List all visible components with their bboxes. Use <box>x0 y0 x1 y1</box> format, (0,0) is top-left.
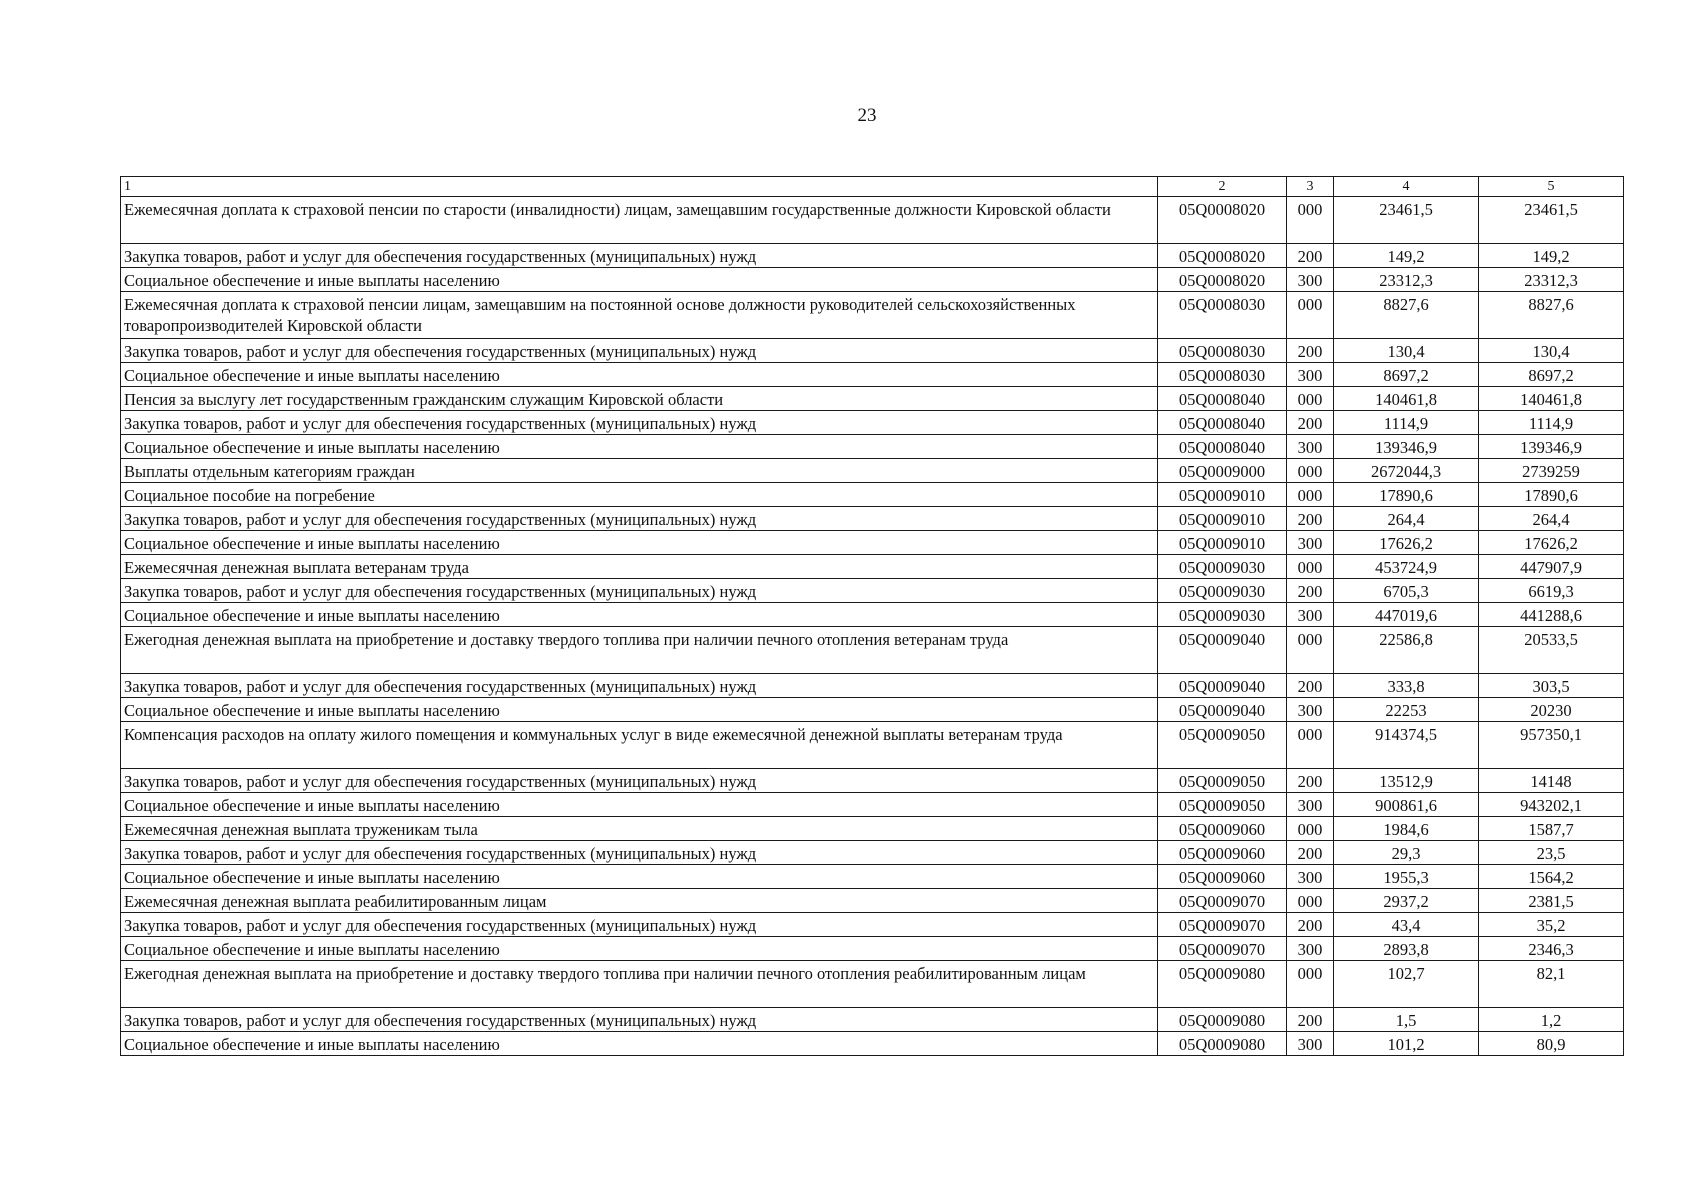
row-type-cell: 000 <box>1287 555 1334 579</box>
row-name-cell: Ежемесячная денежная выплата труженикам тыла <box>121 817 1158 841</box>
table-row <box>121 889 1624 913</box>
row-name-cell: Закупка товаров, работ и услуг для обеспечения государственных (муниципальных) нужд <box>121 339 1158 363</box>
header-col-4: 4 <box>1334 177 1479 197</box>
row-value-4-cell: 140461,8 <box>1334 387 1479 411</box>
row-value-5-cell: 80,9 <box>1479 1032 1624 1056</box>
row-name-cell: Социальное обеспечение и иные выплаты населению <box>121 603 1158 627</box>
row-value-4-cell: 13512,9 <box>1334 769 1479 793</box>
row-name-cell: Компенсация расходов на оплату жилого помещения и коммунальных услуг в виде ежемесячной денежной выплаты ветеранам труда <box>121 722 1158 769</box>
row-name-cell: Социальное обеспечение и иные выплаты населению <box>121 268 1158 292</box>
row-type-cell: 000 <box>1287 292 1334 339</box>
row-name-cell: Ежемесячная денежная выплата ветеранам труда <box>121 555 1158 579</box>
row-value-4-cell: 139346,9 <box>1334 435 1479 459</box>
row-name-cell: Социальное обеспечение и иные выплаты населению <box>121 531 1158 555</box>
row-code-cell: 05Q0009030 <box>1158 555 1287 579</box>
row-code-cell: 05Q0009060 <box>1158 817 1287 841</box>
row-value-4-cell: 900861,6 <box>1334 793 1479 817</box>
row-code-cell: 05Q0008040 <box>1158 435 1287 459</box>
row-code-cell: 05Q0008030 <box>1158 363 1287 387</box>
header-col-2: 2 <box>1158 177 1287 197</box>
row-name-cell: Социальное обеспечение и иные выплаты населению <box>121 793 1158 817</box>
row-name-cell: Пенсия за выслугу лет государственным гражданским служащим Кировской области <box>121 387 1158 411</box>
row-code-cell: 05Q0009040 <box>1158 674 1287 698</box>
row-name-cell: Социальное пособие на погребение <box>121 483 1158 507</box>
row-type-cell: 200 <box>1287 411 1334 435</box>
row-name-cell: Закупка товаров, работ и услуг для обеспечения государственных (муниципальных) нужд <box>121 769 1158 793</box>
table-row <box>121 197 1624 244</box>
table-row <box>121 961 1624 1008</box>
row-value-5-cell: 943202,1 <box>1479 793 1624 817</box>
row-code-cell: 05Q0008020 <box>1158 268 1287 292</box>
row-type-cell: 000 <box>1287 722 1334 769</box>
table-row <box>121 244 1624 268</box>
row-name-cell: Ежемесячная денежная выплата реабилитированным лицам <box>121 889 1158 913</box>
table-row <box>121 1032 1624 1056</box>
row-code-cell: 05Q0009060 <box>1158 841 1287 865</box>
table-row <box>121 363 1624 387</box>
row-type-cell: 200 <box>1287 769 1334 793</box>
row-value-4-cell: 2937,2 <box>1334 889 1479 913</box>
table-row <box>121 937 1624 961</box>
row-value-5-cell: 23461,5 <box>1479 197 1624 244</box>
row-type-cell: 000 <box>1287 817 1334 841</box>
budget-table <box>120 176 1624 1056</box>
table-row <box>121 579 1624 603</box>
row-value-5-cell: 2739259 <box>1479 459 1624 483</box>
table-row <box>121 531 1624 555</box>
row-name-cell: Социальное обеспечение и иные выплаты населению <box>121 1032 1158 1056</box>
row-name-cell: Ежегодная денежная выплата на приобретение и доставку твердого топлива при наличии печного отопления ветеранам труда <box>121 627 1158 674</box>
row-code-cell: 05Q0009010 <box>1158 531 1287 555</box>
row-name-cell: Закупка товаров, работ и услуг для обеспечения государственных (муниципальных) нужд <box>121 841 1158 865</box>
row-type-cell: 200 <box>1287 507 1334 531</box>
table-row <box>121 722 1624 769</box>
row-name-cell: Закупка товаров, работ и услуг для обеспечения государственных (муниципальных) нужд <box>121 674 1158 698</box>
row-value-5-cell: 1587,7 <box>1479 817 1624 841</box>
table-row <box>121 841 1624 865</box>
row-code-cell: 05Q0009010 <box>1158 483 1287 507</box>
row-value-5-cell: 957350,1 <box>1479 722 1624 769</box>
row-code-cell: 05Q0009030 <box>1158 579 1287 603</box>
row-type-cell: 000 <box>1287 197 1334 244</box>
row-type-cell: 300 <box>1287 937 1334 961</box>
row-value-4-cell: 101,2 <box>1334 1032 1479 1056</box>
row-type-cell: 000 <box>1287 459 1334 483</box>
row-code-cell: 05Q0009070 <box>1158 937 1287 961</box>
row-type-cell: 200 <box>1287 579 1334 603</box>
row-value-5-cell: 23312,3 <box>1479 268 1624 292</box>
row-code-cell: 05Q0009040 <box>1158 698 1287 722</box>
row-type-cell: 300 <box>1287 698 1334 722</box>
row-value-4-cell: 130,4 <box>1334 339 1479 363</box>
row-type-cell: 200 <box>1287 913 1334 937</box>
row-code-cell: 05Q0009080 <box>1158 1032 1287 1056</box>
table-row <box>121 1008 1624 1032</box>
row-value-4-cell: 29,3 <box>1334 841 1479 865</box>
row-name-cell: Ежемесячная доплата к страховой пенсии по старости (инвалидности) лицам, замещавшим государственные должности Кировской области <box>121 197 1158 244</box>
table-row <box>121 411 1624 435</box>
row-name-cell: Закупка товаров, работ и услуг для обеспечения государственных (муниципальных) нужд <box>121 1008 1158 1032</box>
row-type-cell: 300 <box>1287 531 1334 555</box>
row-name-cell: Социальное обеспечение и иные выплаты населению <box>121 698 1158 722</box>
row-value-4-cell: 1114,9 <box>1334 411 1479 435</box>
row-code-cell: 05Q0008030 <box>1158 339 1287 363</box>
table-row <box>121 913 1624 937</box>
row-code-cell: 05Q0009060 <box>1158 865 1287 889</box>
row-type-cell: 000 <box>1287 387 1334 411</box>
row-type-cell: 200 <box>1287 841 1334 865</box>
row-name-cell: Ежегодная денежная выплата на приобретение и доставку твердого топлива при наличии печного отопления реабилитированным лицам <box>121 961 1158 1008</box>
row-code-cell: 05Q0009050 <box>1158 769 1287 793</box>
row-name-cell: Ежемесячная доплата к страховой пенсии лицам, замещавшим на постоянной основе должности руководителей сельскохозяйственных товаропроизводителей Кировской области <box>121 292 1158 339</box>
row-value-4-cell: 149,2 <box>1334 244 1479 268</box>
table-row <box>121 627 1624 674</box>
row-value-5-cell: 130,4 <box>1479 339 1624 363</box>
row-code-cell: 05Q0009070 <box>1158 913 1287 937</box>
row-value-5-cell: 6619,3 <box>1479 579 1624 603</box>
table-row <box>121 339 1624 363</box>
row-code-cell: 05Q0008040 <box>1158 387 1287 411</box>
table-row <box>121 817 1624 841</box>
row-value-4-cell: 17626,2 <box>1334 531 1479 555</box>
row-value-4-cell: 102,7 <box>1334 961 1479 1008</box>
row-value-5-cell: 447907,9 <box>1479 555 1624 579</box>
header-row <box>121 177 1624 197</box>
row-value-5-cell: 441288,6 <box>1479 603 1624 627</box>
row-value-5-cell: 2381,5 <box>1479 889 1624 913</box>
row-name-cell: Социальное обеспечение и иные выплаты населению <box>121 865 1158 889</box>
row-name-cell: Выплаты отдельным категориям граждан <box>121 459 1158 483</box>
table-row <box>121 603 1624 627</box>
row-value-5-cell: 139346,9 <box>1479 435 1624 459</box>
row-type-cell: 000 <box>1287 961 1334 1008</box>
row-code-cell: 05Q0009040 <box>1158 627 1287 674</box>
row-name-cell: Социальное обеспечение и иные выплаты населению <box>121 937 1158 961</box>
row-code-cell: 05Q0009050 <box>1158 722 1287 769</box>
row-value-5-cell: 20230 <box>1479 698 1624 722</box>
row-name-cell: Закупка товаров, работ и услуг для обеспечения государственных (муниципальных) нужд <box>121 244 1158 268</box>
row-code-cell: 05Q0009030 <box>1158 603 1287 627</box>
row-value-5-cell: 140461,8 <box>1479 387 1624 411</box>
table-row <box>121 793 1624 817</box>
row-value-5-cell: 303,5 <box>1479 674 1624 698</box>
row-value-4-cell: 2672044,3 <box>1334 459 1479 483</box>
row-value-5-cell: 14148 <box>1479 769 1624 793</box>
row-name-cell: Закупка товаров, работ и услуг для обеспечения государственных (муниципальных) нужд <box>121 579 1158 603</box>
row-code-cell: 05Q0008020 <box>1158 197 1287 244</box>
row-code-cell: 05Q0009070 <box>1158 889 1287 913</box>
row-value-5-cell: 17626,2 <box>1479 531 1624 555</box>
row-type-cell: 300 <box>1287 1032 1334 1056</box>
table-row <box>121 674 1624 698</box>
row-value-4-cell: 23312,3 <box>1334 268 1479 292</box>
row-type-cell: 300 <box>1287 865 1334 889</box>
table-row <box>121 865 1624 889</box>
row-name-cell: Закупка товаров, работ и услуг для обеспечения государственных (муниципальных) нужд <box>121 913 1158 937</box>
row-type-cell: 300 <box>1287 793 1334 817</box>
header-col-5: 5 <box>1479 177 1624 197</box>
row-name-cell: Закупка товаров, работ и услуг для обеспечения государственных (муниципальных) нужд <box>121 507 1158 531</box>
row-value-4-cell: 447019,6 <box>1334 603 1479 627</box>
row-code-cell: 05Q0008030 <box>1158 292 1287 339</box>
table-row <box>121 769 1624 793</box>
row-code-cell: 05Q0009080 <box>1158 1008 1287 1032</box>
header-col-3: 3 <box>1287 177 1334 197</box>
row-value-4-cell: 333,8 <box>1334 674 1479 698</box>
table-header <box>121 177 1624 197</box>
row-type-cell: 000 <box>1287 483 1334 507</box>
row-value-4-cell: 23461,5 <box>1334 197 1479 244</box>
row-value-4-cell: 8697,2 <box>1334 363 1479 387</box>
row-value-4-cell: 43,4 <box>1334 913 1479 937</box>
row-value-5-cell: 2346,3 <box>1479 937 1624 961</box>
row-value-4-cell: 8827,6 <box>1334 292 1479 339</box>
row-name-cell: Социальное обеспечение и иные выплаты населению <box>121 363 1158 387</box>
row-value-5-cell: 35,2 <box>1479 913 1624 937</box>
row-value-5-cell: 82,1 <box>1479 961 1624 1008</box>
row-type-cell: 200 <box>1287 674 1334 698</box>
row-value-4-cell: 22586,8 <box>1334 627 1479 674</box>
row-name-cell: Социальное обеспечение и иные выплаты населению <box>121 435 1158 459</box>
row-value-5-cell: 20533,5 <box>1479 627 1624 674</box>
table-row <box>121 483 1624 507</box>
row-type-cell: 200 <box>1287 1008 1334 1032</box>
row-type-cell: 300 <box>1287 603 1334 627</box>
row-value-5-cell: 8697,2 <box>1479 363 1624 387</box>
row-value-5-cell: 1,2 <box>1479 1008 1624 1032</box>
row-type-cell: 300 <box>1287 363 1334 387</box>
row-type-cell: 200 <box>1287 244 1334 268</box>
row-value-5-cell: 149,2 <box>1479 244 1624 268</box>
table-row <box>121 268 1624 292</box>
row-value-5-cell: 1564,2 <box>1479 865 1624 889</box>
header-col-1: 1 <box>121 177 1158 197</box>
row-value-4-cell: 1984,6 <box>1334 817 1479 841</box>
row-value-5-cell: 1114,9 <box>1479 411 1624 435</box>
row-code-cell: 05Q0009050 <box>1158 793 1287 817</box>
row-code-cell: 05Q0008040 <box>1158 411 1287 435</box>
table-row <box>121 292 1624 339</box>
row-type-cell: 000 <box>1287 627 1334 674</box>
row-value-4-cell: 22253 <box>1334 698 1479 722</box>
row-value-4-cell: 264,4 <box>1334 507 1479 531</box>
row-value-5-cell: 17890,6 <box>1479 483 1624 507</box>
row-value-5-cell: 23,5 <box>1479 841 1624 865</box>
row-code-cell: 05Q0008020 <box>1158 244 1287 268</box>
row-type-cell: 300 <box>1287 435 1334 459</box>
table-row <box>121 459 1624 483</box>
row-code-cell: 05Q0009080 <box>1158 961 1287 1008</box>
table-row <box>121 435 1624 459</box>
row-value-4-cell: 453724,9 <box>1334 555 1479 579</box>
row-value-4-cell: 1955,3 <box>1334 865 1479 889</box>
row-value-5-cell: 8827,6 <box>1479 292 1624 339</box>
table-row <box>121 555 1624 579</box>
row-type-cell: 000 <box>1287 889 1334 913</box>
row-type-cell: 300 <box>1287 268 1334 292</box>
table-row <box>121 387 1624 411</box>
row-value-4-cell: 1,5 <box>1334 1008 1479 1032</box>
row-value-4-cell: 2893,8 <box>1334 937 1479 961</box>
row-code-cell: 05Q0009010 <box>1158 507 1287 531</box>
row-value-5-cell: 264,4 <box>1479 507 1624 531</box>
row-name-cell: Закупка товаров, работ и услуг для обеспечения государственных (муниципальных) нужд <box>121 411 1158 435</box>
row-value-4-cell: 6705,3 <box>1334 579 1479 603</box>
table-row <box>121 698 1624 722</box>
row-type-cell: 200 <box>1287 339 1334 363</box>
table-row <box>121 507 1624 531</box>
row-code-cell: 05Q0009000 <box>1158 459 1287 483</box>
table-body <box>121 197 1624 1056</box>
page-number: 23 <box>857 105 877 126</box>
row-value-4-cell: 914374,5 <box>1334 722 1479 769</box>
row-value-4-cell: 17890,6 <box>1334 483 1479 507</box>
